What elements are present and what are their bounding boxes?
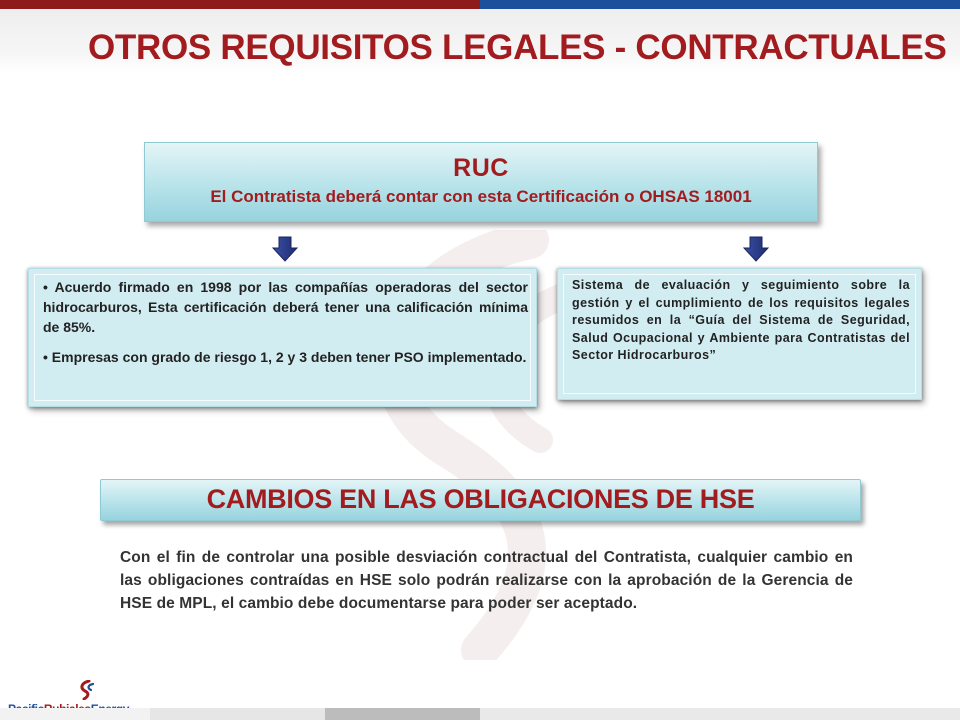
top-bar-red-segment xyxy=(0,0,480,9)
evaluation-system-box xyxy=(557,268,922,400)
top-color-bar xyxy=(0,0,960,9)
bullet-item: • Acuerdo firmado en 1998 por las compañías operadoras del sector hidrocarburos, Esta certificación deberá tener una calificación mínima de 85%. xyxy=(43,279,528,335)
cambios-paragraph: Con el fin de controlar una posible desviación contractual del Contratista, cualquier cambio en las obligaciones contraídas en HSE solo podrán realizarse con la aprobación de la Gerencia de HSE de MPL, el cambio debe documentarse para poder ser aceptado. xyxy=(120,549,853,612)
down-arrow-icon xyxy=(743,236,769,262)
bottom-bar-segment xyxy=(150,708,325,720)
evaluation-system-text: Sistema de evaluación y seguimiento sobre la gestión y el cumplimiento de los requisitos legales resumidos en la “Guía del Sistema de Seguridad, Salud Ocupacional y Ambiente para Contratistas del Sector Hidrocarburos” xyxy=(572,278,910,362)
slide-title: OTROS REQUISITOS LEGALES - CONTRACTUALES xyxy=(88,28,947,67)
ruc-title: RUC xyxy=(453,154,509,182)
bottom-bar-segment xyxy=(480,708,960,720)
ruc-requirements-box xyxy=(28,268,537,407)
cambios-title: CAMBIOS EN LAS OBLIGACIONES DE HSE xyxy=(206,484,755,514)
ruc-requirements-text xyxy=(43,277,528,377)
bullet-item: • Empresas con grado de riesgo 1, 2 y 3 deben tener PSO implementado. xyxy=(43,349,527,365)
ruc-subtitle: El Contratista deberá contar con esta Certificación o OHSAS 18001 xyxy=(210,187,752,206)
bottom-bar-segment xyxy=(325,708,480,720)
top-bar-blue-segment xyxy=(480,0,960,9)
down-arrow-icon xyxy=(272,236,298,262)
bottom-bar-segment xyxy=(0,708,150,720)
company-logo-icon xyxy=(75,680,99,700)
bottom-color-bar xyxy=(0,708,960,720)
ruc-box xyxy=(144,142,818,222)
cambios-heading-box xyxy=(100,479,861,521)
